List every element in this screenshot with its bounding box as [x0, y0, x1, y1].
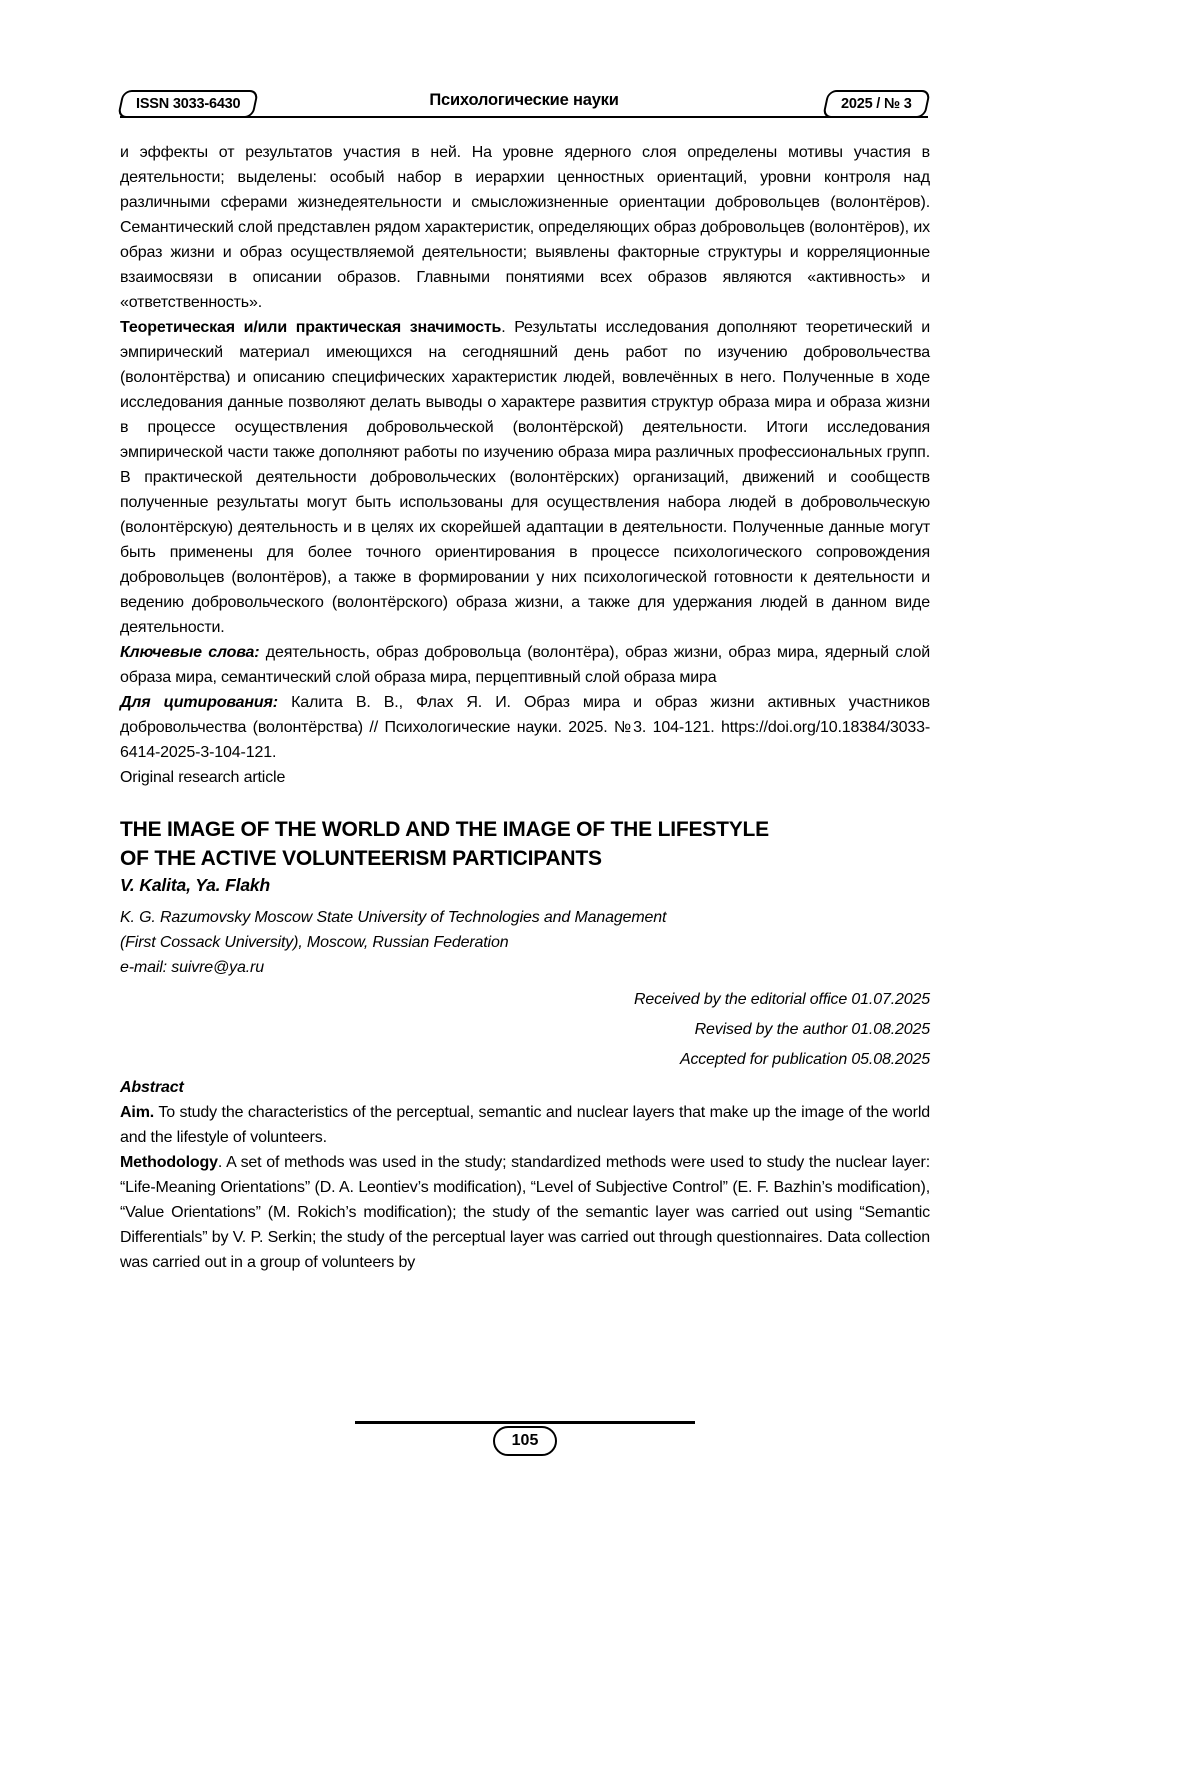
aim-text: To study the characteristics of the perceptual, semantic and nuclear layers that make up the image of the world and the lifestyle of volunteers.: [120, 1104, 930, 1146]
received-date: Received by the editorial office 01.07.2025: [634, 991, 930, 1008]
page-number: 105: [511, 1432, 539, 1449]
significance-label: Теоретическая и/или практическая значимость: [120, 319, 502, 336]
page-footer: [120, 1421, 930, 1456]
issue-badge: [822, 90, 931, 118]
citation-paragraph: [120, 690, 930, 765]
article-content: [120, 140, 930, 1275]
keywords-paragraph: [120, 640, 930, 690]
issn-text: ISSN 3033-6430: [136, 96, 241, 112]
email-line: e-mail: suivre@ya.ru: [120, 959, 264, 976]
page-header: [118, 86, 930, 122]
article-title: [120, 815, 930, 873]
significance-paragraph: [120, 315, 930, 640]
journal-title: Психологические науки: [429, 91, 619, 109]
article-title-line2: OF THE ACTIVE VOLUNTEERISM PARTICIPANTS: [120, 847, 602, 870]
issue-text: 2025 / № 3: [841, 96, 912, 112]
affiliation: [120, 905, 930, 980]
results-paragraph: [120, 140, 930, 315]
methodology-paragraph: [120, 1150, 930, 1275]
methodology-text: . A set of methods was used in the study; standardized methods were used to study the nuclear layer: “Life-Meaning Orientations” (D. A. Leontiev’s modification), “Level of Subjective Control” (E. F. Bazhin’s modification), “Value Orientations” (M. Rokich’s modification); the study of the semantic layer was carried out using “Semantic Differentials” by V. P. Serkin; the study of the perceptual layer was carried out through questionnaires. Data collection was carried out in a group of volunteers by: [120, 1154, 930, 1271]
abstract-label: Abstract: [120, 1079, 184, 1096]
editorial-dates: [120, 985, 930, 1075]
article-type: Original research article: [120, 769, 286, 786]
keywords-label: Ключевые слова:: [120, 644, 260, 661]
citation-text: Калита В. В., Флах Я. И. Образ мира и образ жизни активных участников добровольчества (волонтёрства) // Психологические науки. 2025. №3. 104-121. https://doi.org/10.18384/3033-6414-2025-3-104-121.: [120, 694, 931, 761]
page-number-badge: [493, 1426, 557, 1456]
footer-rule: [355, 1421, 695, 1424]
article-title-line1: THE IMAGE OF THE WORLD AND THE IMAGE OF THE LIFESTYLE: [120, 818, 769, 841]
aim-label: Aim.: [120, 1104, 155, 1121]
aim-paragraph: [120, 1100, 930, 1150]
methodology-label: Methodology: [120, 1154, 218, 1171]
significance-text: . Результаты исследования дополняют теоретический и эмпирический материал имеющихся на сегодняшний день работ по изучению добровольчества (волонтёрства) и описанию специфических характеристик людей, вовлечённых в него. Полученные в ходе исследования данные позволяют делать выводы о характере развития структур образа мира и образа жизни в процессе осуществления добровольческой (волонтёрской) деятельности. Итоги исследования эмпирической части также дополняют работы по изучению образа мира различных профессиональных групп. В практической деятельности добровольческих (волонтёрских) организаций, движений и сообществ полученные результаты могут быть использованы для осуществления набора людей в добровольческую (волонтёрскую) деятельность и в целях их скорейшей адаптации в деятельности. Полученные данные могут быть применены для более точного ориентирования в процессе психологического сопровождения добровольцев (волонтёров), а также в формировании у них психологической готовности к деятельности и ведению добровольческого (волонтёрского) образа жизни, а также для удержания людей в данном виде деятельности.: [120, 319, 930, 636]
citation-label: Для цитирования:: [120, 694, 278, 711]
affiliation-line2: (First Cossack University), Moscow, Russian Federation: [120, 934, 509, 951]
accepted-date: Accepted for publication 05.08.2025: [679, 1051, 930, 1068]
keywords-text: деятельность, образ добровольца (волонтёра), образ жизни, образ мира, ядерный слой образа мира, семантический слой образа мира, перцептивный слой образа мира: [120, 644, 930, 686]
affiliation-line1: K. G. Razumovsky Moscow State University of Technologies and Management: [120, 909, 667, 926]
results-text: и эффекты от результатов участия в ней. На уровне ядерного слоя определены мотивы участия в деятельности; выделены: особый набор в иерархии ценностных ориентаций, уровни контроля над различными сферами жизнедеятельности и смысложизненные ориентации добровольцев (волонтёров). Семантический слой представлен рядом характеристик, определяющих образ добровольцев (волонтёров), их образ жизни и образ осуществляемой деятельности; выявлены факторные структуры и корреляционные взаимосвязи в описании образов. Главными понятиями всех образов являются «активность» и «ответственность».: [120, 144, 930, 311]
revised-date: Revised by the author 01.08.2025: [694, 1021, 930, 1038]
issn-badge: [117, 90, 259, 118]
authors: V. Kalita, Ya. Flakh: [120, 875, 271, 895]
